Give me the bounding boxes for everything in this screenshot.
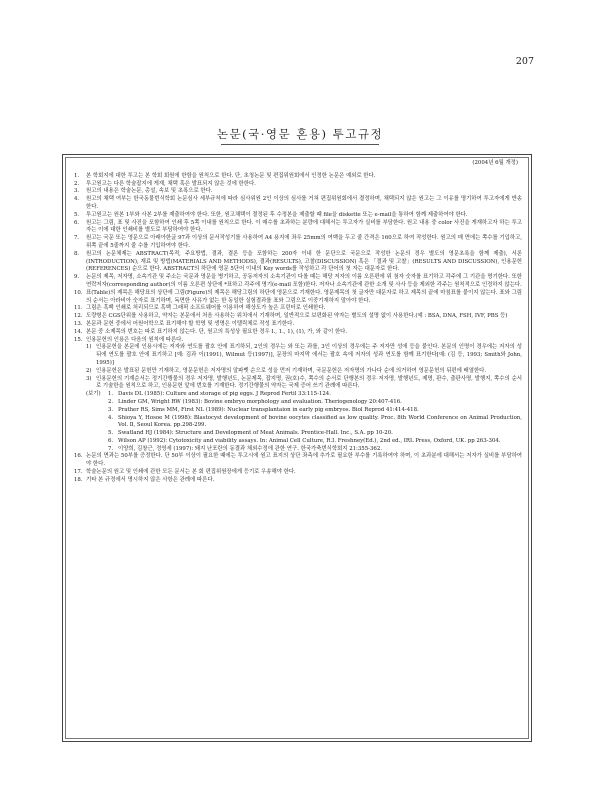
regulation-item-text: 기타 본 규정에서 명시하지 않은 사항은 관례에 따른다. (86, 476, 215, 483)
regulation-item-number: 6. (74, 219, 80, 226)
regulation-item-number: 3. (74, 188, 80, 195)
regulation-item (74, 453, 522, 469)
citation-rule-number: 2) (86, 367, 92, 374)
reference-item-text: Prather RS, Sims MM, First NL (1989): Nuclear transplantaion in early pig embryos. Biol Reprod 41:414-418. (118, 406, 419, 413)
reference-item-number: 2. (108, 398, 114, 405)
reference-item-number: 4. (108, 414, 114, 421)
reference-item-number: 6. (108, 437, 114, 444)
regulation-item-text: 원고의 논문체제는 ABSTRACT(목적, 주요방법, 결과, 결론 등을 포함하는 200자 이내 한 문단으로 국문으로 작성한 논문의 경우 별도의 영문초록을 함께 제출), 서론(INTRODUCTION), 재료 및 방법(MATERIALS AND METHODS), 결과(RESULTS), 고찰(DISCUSSION) 혹은 「결과 및 고찰」(RESULTS AND DISCUSSION), 인용문헌(REFERENCES) 순으로 한다. ABSTRACT의 하단에 영문 5단어 이내의 Key words를 작성하고 각 단어의 첫 자는 대문자로 한다. (86, 250, 522, 273)
regulation-item-number: 16. (74, 453, 83, 460)
regulation-item (74, 469, 522, 477)
reference-item-text: Davis DL (1985): Culture and storage of pig eggs. J Reprod Fertil 33:115-124. (118, 391, 331, 398)
regulation-item-number: 17. (74, 469, 83, 476)
regulation-item-number: 14. (74, 328, 83, 335)
regulation-item-text: 원고는 국문 또는 영문으로 아래아한글 97과 이상의 문서작성기를 사용하여 A4 용지에 좌우 25mm의 여백을 두고 줄 간격은 160으로 하여 작성한다. 원고의 매 면에는 쪽수를 기입하고, 위쪽 끝에 5줄까지 줄 수를 기입하여야 한다. (86, 235, 522, 249)
citation-rule-number: 3) (86, 375, 92, 382)
regulation-item (74, 274, 522, 290)
regulation-item-number: 13. (74, 320, 83, 327)
regulation-item-number: 4. (74, 196, 80, 203)
regulation-item-text: 본문과 문헌 중에서 어원어학으로 표기해야 할 학명 및 생명은 이탤릭체로 작성 표기한다. (86, 320, 295, 327)
regulation-item-text: 학술논문의 원고 및 인쇄에 관한 모든 문서는 본 회 편집위원장에게 등기로 우송해야 한다. (86, 469, 296, 476)
page-number: 207 (515, 56, 534, 67)
closing-items (74, 453, 522, 484)
regulation-item (74, 477, 522, 485)
title-underline (221, 144, 379, 145)
regulation-item-number: 12. (74, 313, 83, 320)
reference-item-text: Swatland HJ (1984): Structure and Development of Meat Animals. Prentice-Hall. Inc., S.A. pp 10-20. (118, 430, 393, 437)
regulation-item-text: 논문의 면과는 50부를 증정한다. 단 50부 이상이 필요한 때에는 투고시에 원고 표지의 상단 좌측에 추가로 필요한 부수를 기록하여야 하며, 이 초과분에 대해서는 저자가 실비를 부담하여야 한다. (86, 453, 522, 468)
citation-rules (74, 344, 522, 391)
reference-item-number: 5. (108, 430, 114, 437)
citation-rule-text: 인용문헌의 기재순서는 정기간행물의 경우 저자명, 발행년도, 논문제목, 잡지명, 권(호)수, 쪽수의 순서로 단행본의 경우 저자명, 발행년도, 제명, 판수, 출판사명, 발행지, 쪽수의 순서로 기술한을 원칙으로 하고, 인용문헌 앞에 번호를 기재한다. 정기간행물의 약자는 국제 증어 쓰기 관례에 따른다. (96, 375, 522, 390)
regulation-item-text: 논문의 제목, 저자명, 소속기관 및 주소는 국문과 영문을 병기하고, 공동저자의 소속기관이 다를 때는 해당 저자의 이름 오른편에 위 첨자 숫자를 표기하고 각주에 그 기관을 명기한다. 또한 연락저자(corresponding author)의 이름 오른편 상단에 *표하고 각주에 명기(e-mail 포함)한다. 저자나 소속기관에 관한 소개 및 사사 등을 제외한 각주는 원칙적으로 인정하지 않는다. (86, 274, 522, 288)
reference-examples (108, 391, 522, 453)
reference-item (108, 430, 522, 438)
reference-item (108, 399, 522, 407)
regulation-item-text: 원고의 내용은 학술논문, 총설, 속보 및 초록으로 한다. (86, 188, 213, 195)
regulation-item-text: 도량형은 CGS단위를 사용하고, 약자는 본문에서 처음 사용하는 위치에서 기재하며, 일반적으로 보편화된 약자는 별도의 설명 없이 사용한다.(예 : BSA, DNA, FSH, IVF, PBS 등) (86, 313, 508, 320)
regulation-item-text: 투고원고는 원본 1부와 사본 2부를 제출하여야 한다. 또한, 원고채택이 결정된 후 수정본을 제출할 때 file을 diskette 또는 e-mail을 통하여 함께 제출하여야 한다. (86, 211, 468, 218)
reference-item-text: Wilson AP (1992): Cytotoxicity and viability assays. In: Animal Cell Culture, R.I. Freshney(Ed.), 2nd ed., IRL Press, Oxford, UK. pp 263-304. (118, 437, 501, 444)
regulation-item-text: 표(Table)의 제목은 해당표의 상단에 그림(Figure)의 제목은 해당그림의 하단에 영문으로 기재한다. 영문제목의 첫 글자만 대문자로 하고 제목의 끝에 마침표를 붙이지 않는다. 표와 그림의 순서는 아라비아 숫자로 표기하며, 독면한 사유가 없는 한 동일한 실험결과를 표와 그림으로 이중기재하지 말아야 한다. (86, 289, 522, 304)
regulation-item-number: 11. (74, 305, 83, 312)
reference-item (108, 438, 522, 446)
citation-rule-number: 1) (86, 344, 92, 351)
regulation-item-text: 투고원고는 다른 학술잡지에 게재, 채택 혹은 발표되지 않은 것에 한한다. (86, 180, 256, 187)
regulation-item-number: 15. (74, 336, 83, 343)
regulation-item-text: 본 학회지에 대한 투고는 본 학회 회원에 한함을 원칙으로 한다. 단, 초청논문 및 편집위원회에서 인정한 논문은 예외로 한다. (86, 172, 376, 179)
regulation-item (74, 321, 522, 329)
regulation-item-number: 8. (74, 250, 80, 257)
regulation-item (74, 173, 522, 181)
revision-date: (2004년 6월 개정) (472, 160, 518, 166)
regulation-item-text: 인용문헌의 인용은 다음의 원칙에 따른다. (86, 336, 184, 343)
reference-item-text: Shioya Y, Hosoe M (1998): Blastocyst development of bovine oocytes classified as low quality. Proc. 8th World Conference on Animal Production, Vol. Ⅱ, Seoul Korea. pp.298-299. (118, 414, 522, 429)
regulation-item-number: 10. (74, 289, 83, 296)
reference-item-text: Linder GM, Wright RW (1983): Bovine embryo morphology and evaluation. Theriogenology 20:407-416. (118, 398, 402, 405)
reference-item (108, 415, 522, 431)
regulation-item-text: 원고는 그림, 표 및 사진을 포함하여 인쇄 후 5쪽 이내를 원칙으로 한다. 이 매수를 초과하는 분량에 대해서는 투고자가 실비를 부담한다. 원고 내용 중 color 사진을 게재하고자 하는 투고자는 이에 대한 인쇄비를 별도로 부담하여야 한다. (86, 219, 522, 234)
regulation-item (74, 329, 522, 337)
title-area (0, 123, 600, 145)
reference-item (108, 407, 522, 415)
regulation-item (74, 251, 522, 274)
citation-rule (86, 376, 522, 392)
regulation-item (74, 313, 522, 321)
citation-rule-text: 인용문헌을 본문에 인용시에는 저자와 연도를 괄호 안에 표기하되, 2인의 경우는 와 또는 과를, 3인 이상의 경우에는 주 저자만 성에 등을 붙인다. 본문의 인명이 경우에는 저자의 성 뒤에 연도를 괄호 안에 표기하고 [예: 김과 이(1991), Wilmut 등(1997)], 문장의 마지막 에서는 괄호 속에 저자의 성과 연도를 함께 표기한다[예: (김 등, 1993; Smith와 John, 1995)] (96, 344, 522, 366)
regulation-item-text: 본문 중 소제목의 번호는 따로 표기하지 않는다. 단, 원고의 특성상 필요한 경우 I., 1., 1), (1), 가, 와 같이 한다. (86, 328, 348, 335)
regulation-items (74, 173, 522, 345)
reference-item-number: 1. (108, 391, 114, 398)
regulation-item (74, 212, 522, 220)
regulation-item-text: 그림은 흑백 인쇄로 처리되므로 흑백 그래픽 소프트웨어를 이용하여 해상도가 높은 프린터로 인쇄한다. (86, 305, 326, 312)
regulation-item (74, 290, 522, 306)
regulation-item-number: 2. (74, 180, 80, 187)
regulations-content (74, 160, 522, 485)
regulation-item (74, 305, 522, 313)
regulation-item-text: 원고의 채택 여부는 한국동물번식학회 논문심사 세부규칙에 따라 심사위원 2인 이상의 심사를 거쳐 편집위원회에서 결정하며, 채택되지 않은 원고는 그 이유를 명기하여 투고자에게 반송한다. (86, 196, 522, 210)
example-block (86, 391, 522, 453)
reference-item (108, 391, 522, 399)
reference-item-number: 7. (108, 445, 114, 452)
reference-item-number: 3. (108, 406, 114, 413)
citation-rule-text: 인용문헌은 발표된 문헌만 기재하고, 영문문헌은 저자명의 알파벳 순으로 성을 먼저 기재하며, 국문문헌은 저자명의 가나다 순에 의거하여 영문문헌의 뒤편에 배열한다. (96, 367, 487, 374)
citation-rule (86, 368, 522, 376)
regulation-item-number: 7. (74, 235, 80, 242)
regulation-item-number: 18. (74, 476, 83, 483)
citation-rule (86, 344, 522, 367)
example-label: (보기) (86, 391, 101, 398)
page-title: 논문(국·영문 혼용) 투고규정 (216, 127, 384, 141)
regulation-item-number: 5. (74, 211, 80, 218)
regulation-item-number: 9. (74, 274, 80, 281)
regulation-item (74, 220, 522, 236)
regulation-item-number: 1. (74, 172, 80, 179)
regulation-item (74, 235, 522, 251)
reference-item-text: 이양희, 김창근, 정영세 (1997): 돼지 난포란의 동결과 체외수정에 관한 연구. 한국가축번식학회지 21:355-362. (118, 445, 382, 452)
regulation-item (74, 196, 522, 212)
